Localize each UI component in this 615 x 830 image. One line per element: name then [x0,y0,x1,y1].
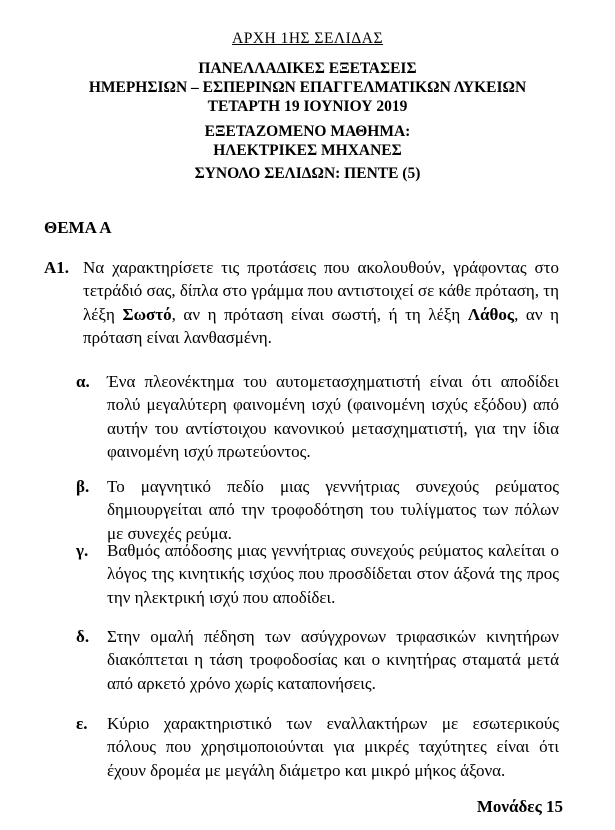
item-letter-c: γ. [76,541,89,560]
subject-label: ΕΞΕΤΑΖΟΜΕΝΟ ΜΑΘΗΜΑ: [204,123,411,140]
marks-label: Μονάδες 15 [476,797,563,816]
word-false: Λάθος [467,304,515,324]
header-line-2: ΗΜΕΡΗΣΙΩΝ – ΕΣΠΕΡΙΝΩΝ ΕΠΑΓΓΕΛΜΑΤΙΚΩΝ ΛΥΚΕΙΩΝ [88,79,527,96]
question-text-part-3: , αν η πρόταση είναι λανθασμένη. [83,304,559,348]
item-text-a: Ένα πλεονέκτημα του αυτομετασχηματιστή είναι ότι αποδίδει πολύ μεγαλύτερη φαινομένη ισχύ (φαινομένη ισχύς εξόδου) από αυτήν του αντίστοιχου κανονικού μετασχηματιστή, για την ίδια φαινομένη ισχύ πρωτεύοντος. [107,372,559,462]
theme-title: ΘΕΜΑ Α [44,218,112,237]
item-text-b: Το μαγνητικό πεδίο μιας γεννήτριας συνεχούς ρεύματος δημιουργείται από την τροφοδότηση του τυλίγματος των πόλων με συνεχές ρεύμα. [107,477,559,543]
header-line-1: ΠΑΝΕΛΛΑΔΙΚΕΣ ΕΞΕΤΑΣΕΙΣ [198,60,417,77]
question-text-part-2: , αν η πρόταση είναι σωστή, ή τη λέξη [171,304,468,324]
question-number: Α1. [44,258,70,277]
item-text-d: Στην ομαλή πέδηση των ασύγχρονων τριφασικών κινητήρων διακόπτεται η τάση τροφοδοσίας και ο κινητήρας σταματά μετά από αρκετό χρόνο χωρίς καταπονήσεις. [107,627,559,693]
subject-block [0,122,615,160]
item-text-c: Βαθμός απόδοσης μιας γεννήτριας συνεχούς ρεύματος καλείται ο λόγος της κινητικής ισχύος που προσδίδεται στον άξονά της προς την ηλεκτρική ισχύ που αποδίδει. [107,541,559,607]
page-start-marker: ΑΡΧΗ 1ΗΣ ΣΕΛΙΔΑΣ [232,30,383,47]
question-text [83,256,559,350]
item-letter-a: α. [76,372,90,391]
total-pages [0,164,615,183]
exam-header [0,59,615,116]
item-letter-d: δ. [76,627,90,646]
header-line-3: ΤΕΤΑΡΤΗ 19 ΙΟΥΝΙΟΥ 2019 [207,98,408,115]
total-pages-text: ΣΥΝΟΛΟ ΣΕΛΙΔΩΝ: ΠΕΝΤΕ (5) [194,165,421,182]
word-true: Σωστό [122,304,172,324]
question-text-part-1: Να χαρακτηρίσετε τις προτάσεις που ακολουθούν, γράφοντας στο τετράδιό σας, δίπλα στο γράμμα που αντιστοιχεί σε κάθε πρόταση, τη λέξη [83,258,559,324]
item-letter-e: ε. [76,714,88,733]
subject-name: ΗΛΕΚΤΡΙΚΕΣ ΜΗΧΑΝΕΣ [213,142,402,159]
item-text-e: Κύριο χαρακτηριστικό των εναλλακτήρων με εσωτερικούς πόλους που χρησιμοποιούνται για μικρές ταχύτητες είναι ότι έχουν δρομέα με μεγάλη διάμετρο και μικρό μήκος άξονα. [107,714,559,780]
item-letter-b: β. [76,477,90,496]
